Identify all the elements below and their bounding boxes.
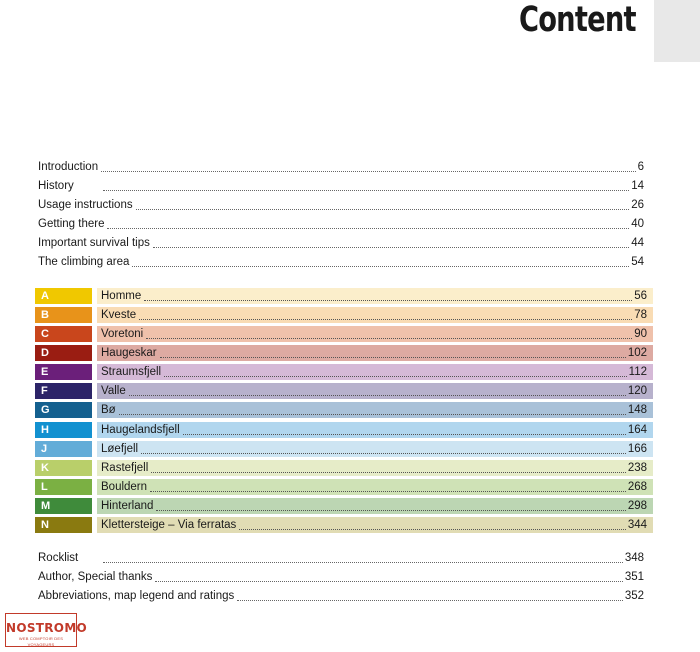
logo-name: NOSTROMO [6, 621, 88, 635]
section-item-h[interactable] [35, 422, 653, 438]
toc-item-page: 351 [624, 571, 644, 583]
section-bar [97, 498, 653, 514]
section-letter-badge: B [35, 307, 92, 323]
toc-leader-dots [136, 208, 630, 210]
section-item-d[interactable] [35, 345, 653, 361]
toc-item-label: Rocklist [38, 552, 79, 564]
toc-item-label: Author, Special thanks [38, 571, 153, 583]
section-letter-badge: A [35, 288, 92, 304]
toc-item-label: Abbreviations, map legend and ratings [38, 590, 235, 602]
section-page: 298 [627, 499, 647, 512]
toc-item-rocklist[interactable] [38, 547, 644, 566]
toc-leader-dots [132, 265, 629, 267]
section-page: 344 [627, 518, 647, 531]
section-bar [97, 326, 653, 342]
toc-leader-dots [139, 318, 632, 320]
section-label: Homme [101, 290, 142, 302]
section-label: Kveste [101, 309, 137, 322]
toc-leader-dots [103, 561, 623, 563]
toc-item-label: Getting there [38, 218, 105, 230]
section-letter-badge: C [35, 326, 92, 342]
section-label: Hinterland [101, 499, 154, 512]
section-label: Valle [101, 385, 126, 398]
toc-item-page: 44 [631, 237, 644, 249]
section-item-e[interactable] [35, 364, 653, 380]
section-bar [97, 402, 653, 418]
nostromo-logo [5, 613, 88, 647]
toc-item-history[interactable] [38, 175, 644, 194]
section-letter-badge: E [35, 364, 92, 380]
section-label: Bouldern [101, 480, 148, 493]
section-letter-badge: N [35, 517, 92, 533]
section-letter-badge: K [35, 460, 92, 476]
toc-leader-dots [160, 356, 626, 358]
toc-leader-dots [150, 490, 626, 492]
section-label: Haugeskar [101, 347, 157, 360]
section-letter-badge: H [35, 422, 92, 438]
toc-item-page: 26 [631, 199, 644, 211]
section-page: 102 [627, 347, 647, 360]
section-page: 112 [628, 366, 647, 379]
toc-leader-dots [107, 227, 629, 229]
section-page: 56 [634, 290, 647, 302]
section-page: 78 [634, 309, 647, 322]
section-page: 268 [627, 480, 647, 493]
toc-item-abbreviations[interactable] [38, 585, 644, 604]
section-bar [97, 422, 653, 438]
section-bar [97, 460, 653, 476]
section-page: 166 [627, 442, 647, 455]
toc-item-page: 54 [631, 256, 644, 268]
section-label: Haugelandsfjell [101, 423, 180, 436]
section-bar [97, 288, 653, 304]
toc-item-climbing-area[interactable] [38, 251, 644, 270]
toc-leader-dots [129, 394, 626, 396]
section-page: 164 [627, 423, 647, 436]
section-label: Rastefjell [101, 461, 149, 474]
toc-item-page: 40 [631, 218, 644, 230]
section-label: Klettersteige – Via ferratas [101, 518, 237, 531]
section-letter-badge: L [35, 479, 92, 495]
section-page: 238 [627, 461, 647, 474]
toc-item-page: 14 [631, 180, 644, 192]
section-letter-badge: D [35, 345, 92, 361]
toc-leader-dots [156, 509, 625, 511]
toc-leader-dots [183, 433, 626, 435]
toc-item-author[interactable] [38, 566, 644, 585]
toc-leader-dots [237, 599, 623, 601]
section-item-m[interactable] [35, 498, 653, 514]
section-item-f[interactable] [35, 383, 653, 399]
section-item-k[interactable] [35, 460, 653, 476]
section-letter-badge: J [35, 441, 92, 457]
page-title: Content [519, 0, 636, 40]
section-bar [97, 345, 653, 361]
section-item-b[interactable] [35, 307, 653, 323]
toc-item-introduction[interactable] [38, 156, 644, 175]
toc-item-label: Introduction [38, 161, 99, 173]
section-page: 148 [627, 404, 647, 417]
section-letter-badge: G [35, 402, 92, 418]
toc-leader-dots [155, 580, 622, 582]
toc-leader-dots [101, 170, 635, 172]
section-item-a[interactable] [35, 288, 653, 304]
toc-leader-dots [146, 337, 632, 339]
section-bar [97, 479, 653, 495]
toc-leader-dots [144, 299, 632, 301]
toc-item-page: 352 [624, 590, 644, 602]
section-item-n[interactable] [35, 517, 653, 533]
section-label: Straumsfjell [101, 366, 162, 379]
toc-leader-dots [239, 528, 626, 530]
section-label: Løefjell [101, 442, 139, 455]
toc-item-survival-tips[interactable] [38, 232, 644, 251]
toc-item-page: 348 [624, 552, 644, 564]
toc-item-label: The climbing area [38, 256, 130, 268]
section-page: 90 [634, 328, 647, 341]
section-item-c[interactable] [35, 326, 653, 342]
toc-item-usage-instructions[interactable] [38, 194, 644, 213]
section-item-g[interactable] [35, 402, 653, 418]
section-item-j[interactable] [35, 441, 653, 457]
section-bar [97, 383, 653, 399]
toc-item-label: Important survival tips [38, 237, 150, 249]
section-bar [97, 364, 653, 380]
logo-tagline: WEB COMPTOIR DES VOYAGEURS [18, 636, 64, 647]
section-bar [97, 441, 653, 457]
toc-leader-dots [103, 189, 629, 191]
toc-leader-dots [141, 452, 626, 454]
section-bar [97, 307, 653, 323]
toc-item-label: History [38, 180, 74, 192]
section-page: 120 [627, 385, 647, 398]
section-item-l[interactable] [35, 479, 653, 495]
section-letter-badge: F [35, 383, 92, 399]
toc-item-getting-there[interactable] [38, 213, 644, 232]
section-label: Voretoni [101, 328, 144, 341]
toc-leader-dots [151, 471, 626, 473]
page-edge-tab [654, 0, 700, 62]
section-bar [97, 517, 653, 533]
toc-leader-dots [153, 246, 629, 248]
toc-item-label: Usage instructions [38, 199, 133, 211]
toc-item-page: 6 [637, 161, 644, 173]
toc-leader-dots [119, 413, 626, 415]
section-letter-badge: M [35, 498, 92, 514]
toc-leader-dots [164, 375, 627, 377]
section-label: Bø [101, 404, 116, 417]
